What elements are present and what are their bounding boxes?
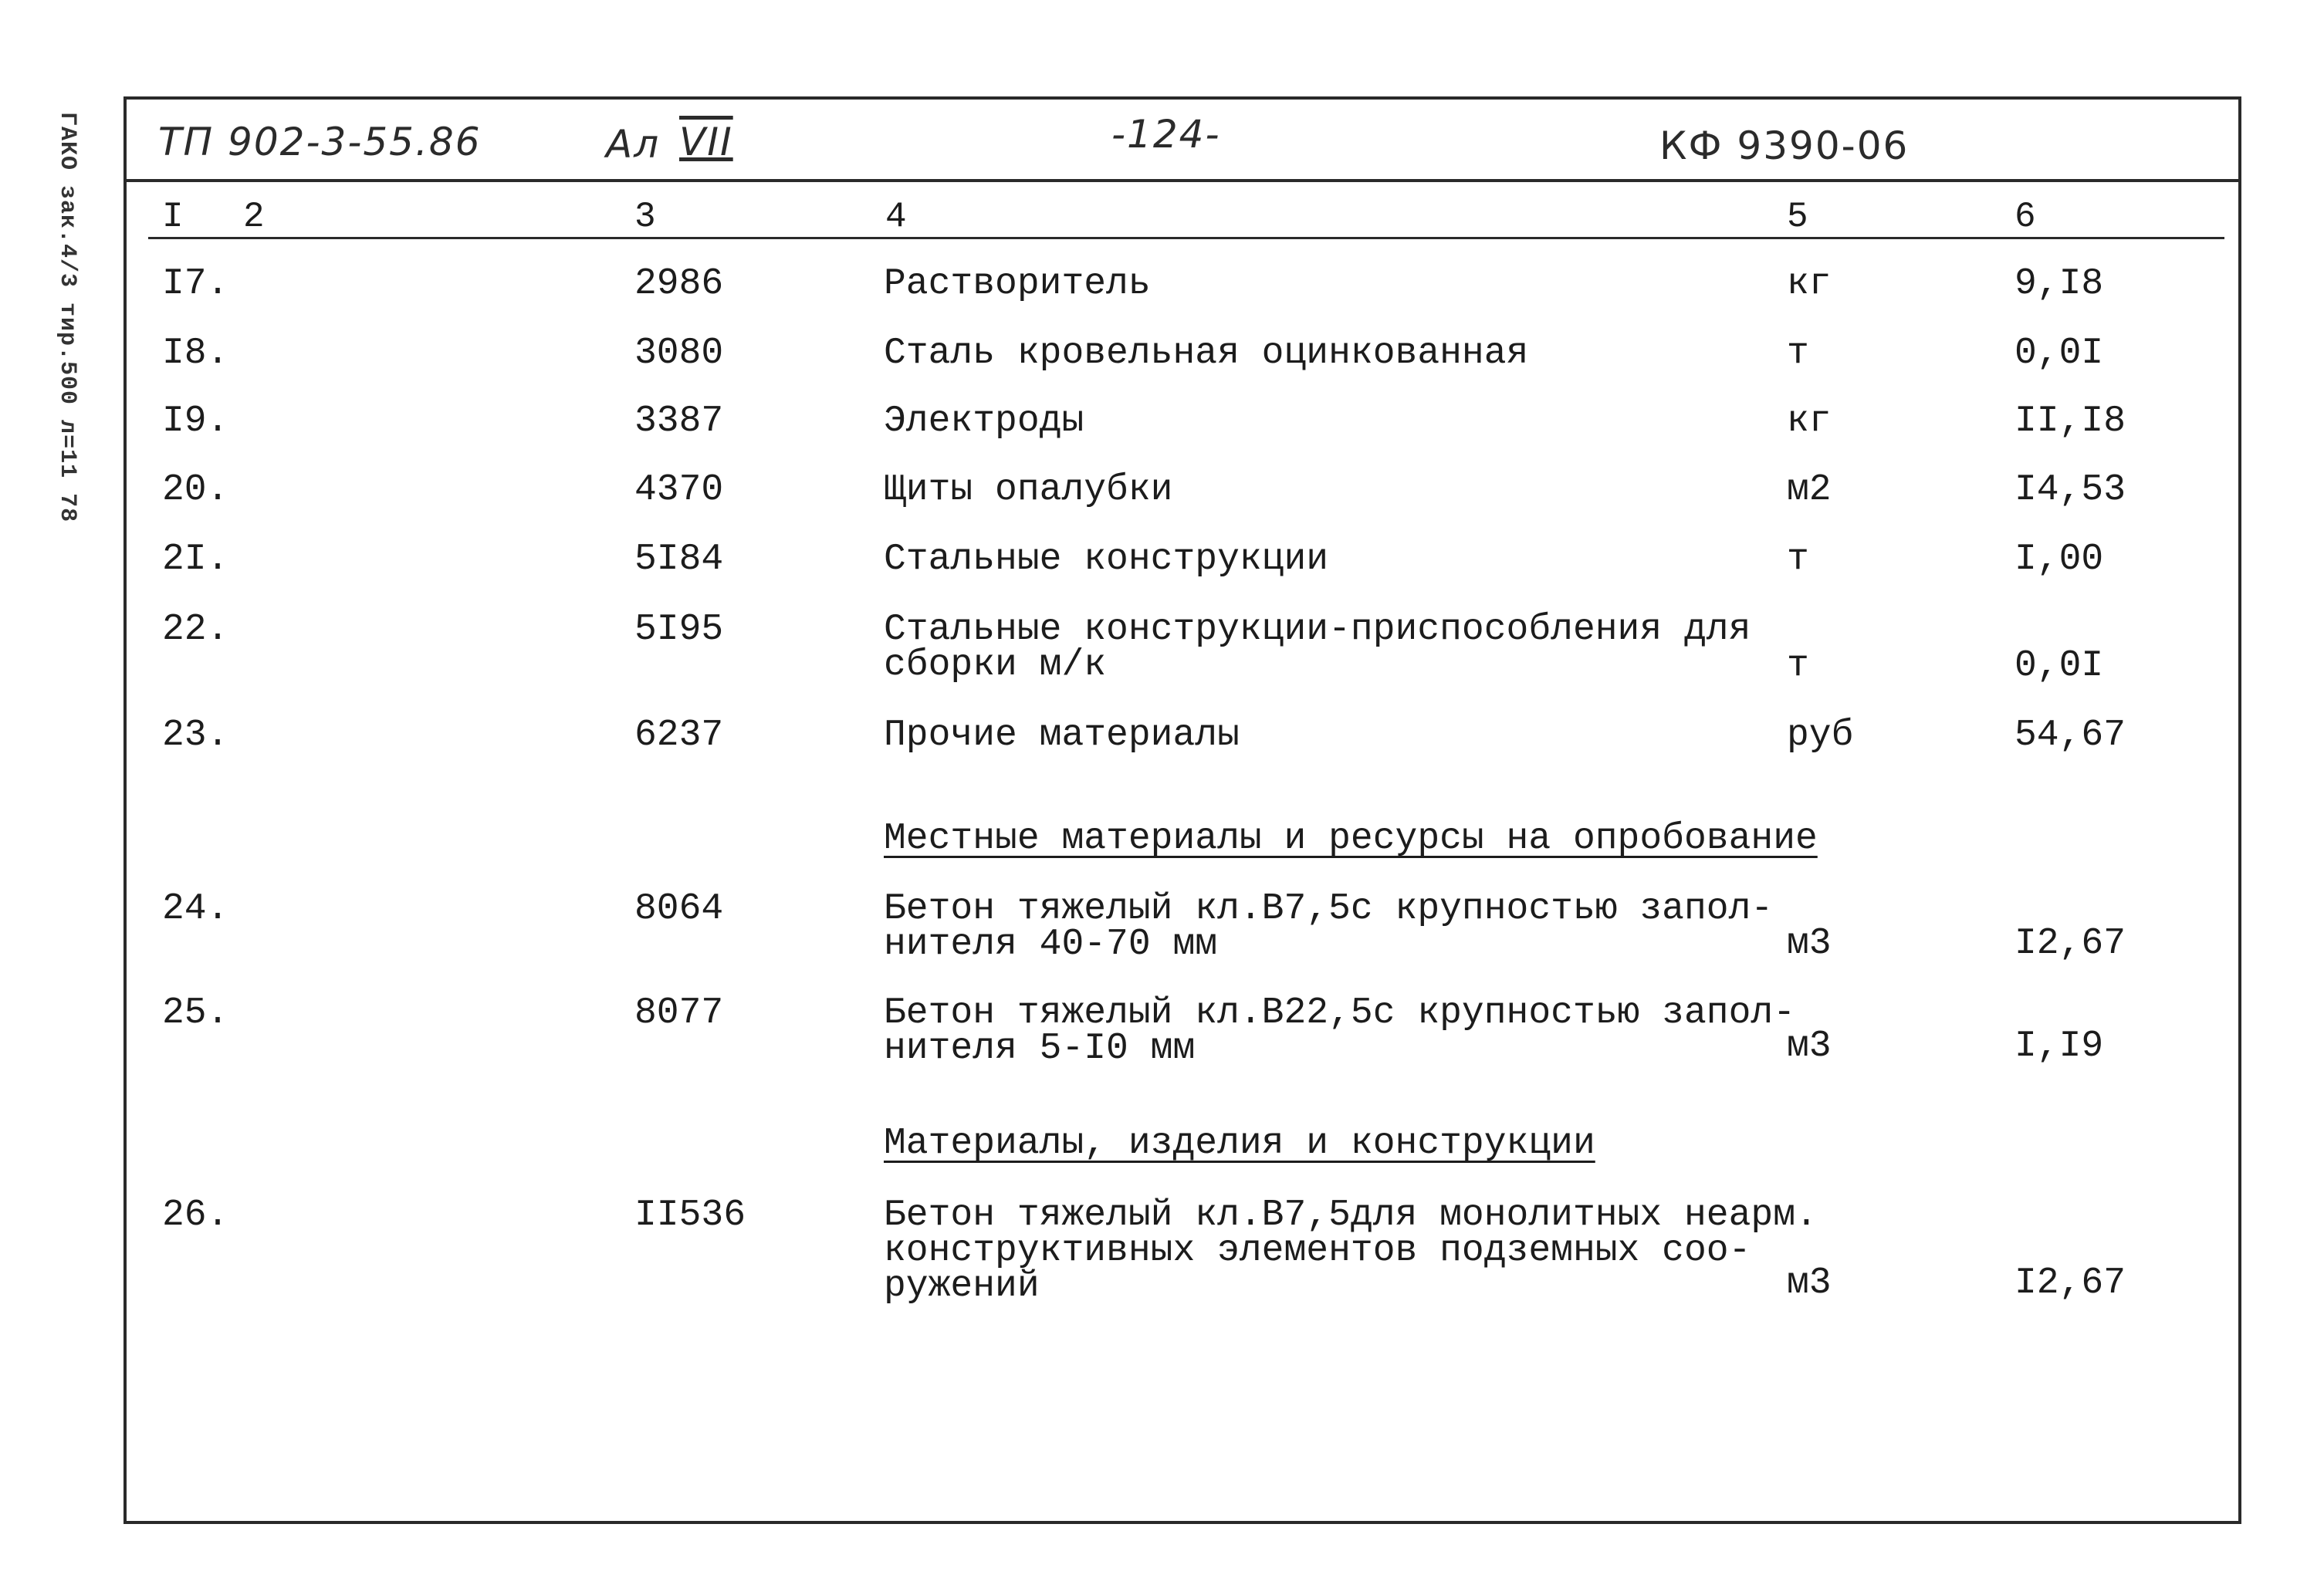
row-description: Стальные конструкции: [884, 539, 1329, 580]
sheet-code: КФ 9390-06: [1659, 123, 1910, 168]
row-code: 3387: [634, 400, 724, 442]
row-description: Прочие материалы: [884, 715, 1240, 756]
row-unit: м3: [1787, 923, 1832, 965]
row-unit: т: [1787, 333, 1809, 374]
row-description: Сталь кровельная оцинкованная: [884, 333, 1529, 374]
row-number: 23.: [162, 715, 229, 756]
row-unit: м2: [1787, 469, 1832, 511]
row-quantity: I2,67: [2014, 923, 2126, 965]
row-quantity: 0,0I: [2014, 645, 2104, 687]
page-frame: [123, 96, 2241, 1524]
row-description: Электроды: [884, 400, 1084, 442]
row-quantity: II,I8: [2014, 400, 2126, 442]
col-header-4: 4: [885, 197, 907, 237]
album-number: VII: [679, 120, 733, 164]
row-description: Бетон тяжелый кл.В22,5с крупностью запол- нителя 5-I0 мм: [884, 992, 1795, 1070]
row-number: 2I.: [162, 539, 229, 580]
section-heading-local-materials: Местные материалы и ресурсы на опробование: [884, 818, 1818, 860]
row-description: Растворитель: [884, 263, 1151, 305]
row-quantity: I,00: [2014, 539, 2104, 580]
row-code: 8077: [634, 992, 724, 1034]
col-header-5: 5: [1787, 197, 1808, 237]
row-quantity: 0,0I: [2014, 333, 2104, 374]
column-header-divider: [148, 237, 2224, 239]
album-label: Ал: [606, 122, 661, 167]
row-unit: кг: [1787, 400, 1832, 442]
col-header-3: 3: [634, 197, 656, 237]
side-stamp: ГАКО зак.4/3 тир.500 л=11 78: [54, 112, 80, 523]
row-number: I7.: [162, 263, 229, 305]
row-number: 22.: [162, 609, 229, 651]
row-number: I8.: [162, 333, 229, 374]
row-unit: м3: [1787, 1026, 1832, 1067]
row-unit: м3: [1787, 1262, 1832, 1304]
col-header-2: 2: [243, 197, 265, 237]
row-quantity: I4,53: [2014, 469, 2126, 511]
row-quantity: 9,I8: [2014, 263, 2104, 305]
section-heading-materials: Материалы, изделия и конструкции: [884, 1123, 1595, 1164]
row-code: 5I84: [634, 539, 724, 580]
row-code: 6237: [634, 715, 724, 756]
row-code: 8064: [634, 888, 724, 930]
header-divider: [123, 179, 2241, 182]
row-code: 5I95: [634, 609, 724, 651]
row-description: Щиты опалубки: [884, 469, 1173, 511]
row-number: 20.: [162, 469, 229, 511]
col-header-6: 6: [2014, 197, 2036, 237]
row-unit: руб: [1787, 715, 1854, 756]
row-quantity: I2,67: [2014, 1262, 2126, 1304]
row-quantity: 54,67: [2014, 715, 2126, 756]
row-code: 3080: [634, 333, 724, 374]
row-number: I9.: [162, 400, 229, 442]
row-number: 25.: [162, 992, 229, 1034]
row-description: Бетон тяжелый кл.В7,5для монолитных неарм. конструктивных элементов подземных соо- ружений: [884, 1195, 1818, 1307]
project-number: ТП 902-3-55.86: [158, 120, 482, 164]
row-unit: т: [1787, 539, 1809, 580]
row-quantity: I,I9: [2014, 1026, 2104, 1067]
row-description: Стальные конструкции-приспособления для сборки м/к: [884, 609, 1751, 686]
row-code: II536: [634, 1195, 746, 1236]
row-description: Бетон тяжелый кл.В7,5с крупностью запол- нителя 40-70 мм: [884, 888, 1774, 965]
row-unit: т: [1787, 645, 1809, 687]
row-code: 2986: [634, 263, 724, 305]
page-number: -124-: [1111, 112, 1221, 157]
col-header-1: I: [162, 197, 184, 237]
row-unit: кг: [1787, 263, 1832, 305]
row-number: 26.: [162, 1195, 229, 1236]
row-number: 24.: [162, 888, 229, 930]
row-code: 4370: [634, 469, 724, 511]
